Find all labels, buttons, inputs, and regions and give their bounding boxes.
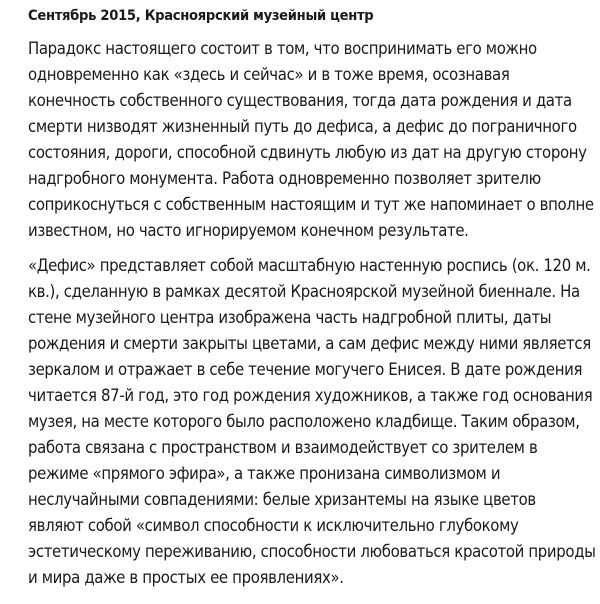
paragraph-line: рождения и смерти закрыты цветами, а сам дефис между ними является bbox=[28, 334, 591, 353]
paragraph-line: «Дефис» представляет собой масштабную настенную роспись (ок. 120 м. bbox=[28, 256, 591, 275]
paragraph-line: одновременно как «здесь и сейчас» и в тоже время, осознавая bbox=[28, 65, 510, 84]
article-heading: Сентябрь 2015, Красноярский музейный центр bbox=[28, 7, 374, 24]
paragraph-line: и мира даже в простых ее проявлениях». bbox=[28, 568, 344, 587]
paragraph-intro bbox=[28, 36, 594, 244]
paragraph-line: конечность собственного существования, тогда дата рождения и дата bbox=[28, 91, 572, 110]
paragraph-line: смерти низводят жизненный путь до дефиса, а дефис до пограничного bbox=[28, 117, 577, 136]
paragraph-line: являют собой «символ способности к исключительно глубокому bbox=[28, 516, 519, 535]
paragraph-line: музея, на месте которого было расположено кладбище. Таким образом, bbox=[28, 412, 580, 431]
paragraph-line: известном, но часто игнорируемом конечном результате. bbox=[28, 221, 469, 240]
paragraph-line: работа связана с пространством и взаимодействует со зрителем в bbox=[28, 438, 538, 457]
paragraph-line: кв.), сделанную в рамках десятой Красноярской музейной биеннале. На bbox=[28, 282, 580, 301]
paragraph-line: надгробного монумента. Работа одновременно позволяет зрителю bbox=[28, 169, 541, 188]
paragraph-description bbox=[28, 253, 596, 591]
paragraph-line: неслучайными совпадениями: белые хризантемы на языке цветов bbox=[28, 490, 536, 509]
paragraph-line: читается 87-й год, это год рождения художников, а также год основания bbox=[28, 386, 593, 405]
paragraph-line: зеркалом и отражает в себе течение могучего Енисея. В дате рождения bbox=[28, 360, 583, 379]
paragraph-line: состояния, дороги, способной сдвинуть любую из дат на другую сторону bbox=[28, 143, 587, 162]
paragraph-line: режиме «прямого эфира», а также пронизана символизмом и bbox=[28, 464, 501, 483]
paragraph-line: эстетическому переживанию, способности любоваться красотой природы bbox=[28, 542, 596, 561]
paragraph-line: стене музейного центра изображена часть надгробной плиты, даты bbox=[28, 308, 552, 327]
paragraph-line: соприкоснуться с собственным настоящим и тут же напоминает о вполне bbox=[28, 195, 594, 214]
paragraph-line: Парадокс настоящего состоит в том, что воспринимать его можно bbox=[28, 39, 537, 58]
